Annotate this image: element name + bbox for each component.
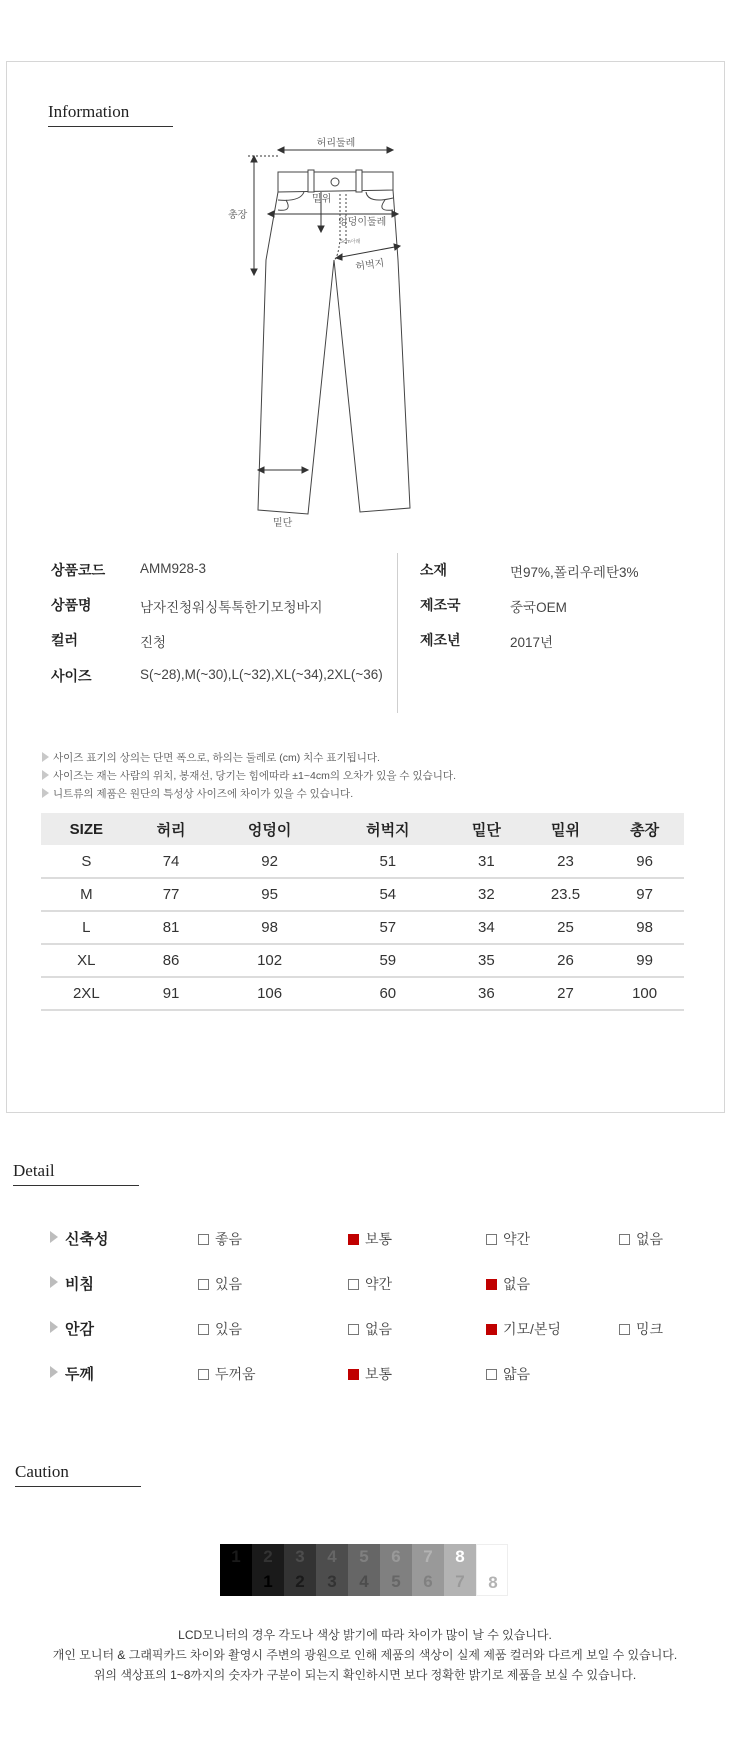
- size-note-text: 니트류의 제품은 원단의 특성상 사이즈에 차이가 있을 수 있습니다.: [53, 788, 354, 800]
- spec-label: 상품명: [51, 597, 92, 613]
- spec-value: 2017년: [510, 635, 554, 650]
- caution-title: Caution: [15, 1462, 69, 1481]
- detail-row: [0, 1271, 730, 1295]
- spec-label: 사이즈: [51, 668, 92, 684]
- size-table: [41, 813, 684, 1011]
- table-cell: 106: [210, 977, 328, 1010]
- detail-option-label: 없음: [636, 1231, 664, 1247]
- table-cell: 54: [329, 878, 447, 911]
- swatch-number-top: 4: [327, 1547, 337, 1566]
- caution-line: 개인 모니터 & 그래픽카드 차이와 촬영시 주변의 광원으로 인해 제품의 색상이 실제 제품 컬러와 다르게 보일 수 있습니다.: [52, 1648, 678, 1662]
- table-row: [41, 911, 684, 944]
- size-note-text: 사이즈는 재는 사람의 위치, 봉재선, 당기는 힘에따라 ±1~4cm의 오차가 있을 수 있습니다.: [53, 770, 456, 782]
- information-title-underline: [48, 126, 173, 127]
- table-cell: 23: [526, 845, 605, 878]
- label-hem: 밑단: [273, 518, 293, 529]
- table-cell: 91: [132, 977, 211, 1010]
- checked-box-icon[interactable]: [486, 1324, 497, 1335]
- detail-label: 안감: [65, 1321, 94, 1338]
- table-cell: 26: [526, 944, 605, 977]
- caution-title-underline: [15, 1486, 141, 1487]
- table-cell: 86: [132, 944, 211, 977]
- table-cell: 34: [447, 911, 526, 944]
- bullet-triangle-icon: [42, 788, 49, 798]
- table-cell: 102: [210, 944, 328, 977]
- table-row: [41, 845, 684, 878]
- label-thigh-note: 5cm아래: [340, 239, 361, 245]
- detail-option[interactable]: [198, 1319, 242, 1339]
- spec-label: 소재: [420, 562, 448, 578]
- table-cell: 31: [447, 845, 526, 878]
- detail-option[interactable]: [198, 1229, 242, 1249]
- swatch-number-bottom: 6: [423, 1572, 433, 1591]
- table-cell: 95: [210, 878, 328, 911]
- color-swatch: [252, 1544, 284, 1596]
- swatch-number-top: 5: [359, 1547, 369, 1566]
- swatch-number-top: 2: [263, 1547, 273, 1566]
- table-cell: 98: [210, 911, 328, 944]
- table-cell: 36: [447, 977, 526, 1010]
- swatch-number-top: 3: [295, 1547, 305, 1566]
- swatch-number-bottom: 3: [327, 1572, 337, 1591]
- detail-option-label: 있음: [215, 1276, 243, 1292]
- label-thigh: 허벅지: [354, 258, 386, 273]
- checkbox-icon[interactable]: [486, 1234, 497, 1245]
- detail-option[interactable]: [348, 1319, 392, 1339]
- color-swatch: [444, 1544, 476, 1596]
- spec-label: 컬러: [51, 632, 79, 648]
- size-note-text: 사이즈 표기의 상의는 단면 폭으로, 하의는 둘레로 (cm) 치수 표기됩니다.: [53, 752, 380, 764]
- swatch-number-bottom: 8: [488, 1573, 498, 1592]
- checkbox-icon[interactable]: [486, 1369, 497, 1380]
- color-swatch: [348, 1544, 380, 1596]
- checkbox-icon[interactable]: [619, 1234, 630, 1245]
- color-swatch: [412, 1544, 444, 1596]
- detail-option[interactable]: [348, 1364, 392, 1384]
- table-cell: 74: [132, 845, 211, 878]
- table-cell: 35: [447, 944, 526, 977]
- spec-value: S(~28),M(~30),L(~32),XL(~34),2XL(~36): [140, 667, 383, 682]
- table-cell: 98: [605, 911, 684, 944]
- size-table-header: [41, 813, 684, 845]
- detail-option[interactable]: [486, 1274, 530, 1294]
- spec-value: 중국OEM: [510, 600, 567, 615]
- swatch-number-bottom: 5: [391, 1572, 401, 1591]
- checkbox-icon[interactable]: [348, 1324, 359, 1335]
- table-cell: 57: [329, 911, 447, 944]
- swatch-number-top: 7: [423, 1547, 433, 1566]
- table-cell: 27: [526, 977, 605, 1010]
- detail-row: [0, 1316, 730, 1340]
- table-cell: S: [41, 845, 132, 878]
- swatch-number-bottom: 4: [359, 1572, 369, 1591]
- detail-option-label: 두꺼움: [215, 1366, 256, 1382]
- header-cell: 허리: [132, 813, 211, 845]
- detail-option[interactable]: [348, 1229, 392, 1249]
- header-cell: 밑위: [526, 813, 605, 845]
- detail-option-label: 얇음: [503, 1366, 531, 1382]
- table-row: [41, 977, 684, 1010]
- detail-option-label: 약간: [365, 1276, 393, 1292]
- header-cell: 엉덩이: [210, 813, 328, 845]
- bullet-triangle-icon: [42, 752, 49, 762]
- arrow-right-icon: [50, 1276, 58, 1288]
- pants-measurement-diagram: [228, 138, 468, 540]
- checkbox-icon[interactable]: [198, 1324, 209, 1335]
- table-cell: 32: [447, 878, 526, 911]
- detail-option-label: 기모/본딩: [503, 1321, 561, 1337]
- color-swatch: [220, 1544, 252, 1596]
- table-cell: 25: [526, 911, 605, 944]
- swatch-number-top: 6: [391, 1547, 401, 1566]
- checkbox-icon[interactable]: [619, 1324, 630, 1335]
- spec-value: AMM928-3: [140, 561, 207, 576]
- table-cell: XL: [41, 944, 132, 977]
- spec-value: 남자진청워싱톡톡한기모청바지: [140, 600, 323, 615]
- size-note: [42, 768, 456, 783]
- spec-divider: [397, 553, 398, 713]
- detail-option[interactable]: [619, 1229, 663, 1249]
- detail-title-underline: [13, 1185, 139, 1186]
- color-swatch: [316, 1544, 348, 1596]
- table-cell: M: [41, 878, 132, 911]
- table-cell: 51: [329, 845, 447, 878]
- detail-option-label: 있음: [215, 1321, 243, 1337]
- checkbox-icon[interactable]: [198, 1234, 209, 1245]
- table-cell: 59: [329, 944, 447, 977]
- label-length: 총장: [228, 210, 248, 221]
- detail-option[interactable]: [348, 1274, 392, 1294]
- checkbox-icon[interactable]: [348, 1279, 359, 1290]
- label-waist: 허리둘레: [316, 138, 356, 149]
- table-cell: 92: [210, 845, 328, 878]
- color-swatch: [284, 1544, 316, 1596]
- detail-row: [0, 1361, 730, 1385]
- detail-option-label: 없음: [503, 1276, 531, 1292]
- table-cell: 99: [605, 944, 684, 977]
- spec-value: 진청: [140, 635, 167, 650]
- spec-label: 제조년: [420, 632, 461, 648]
- caution-line: 위의 색상표의 1~8까지의 숫자가 구분이 되는지 확인하시면 보다 정확한 밝기로 제품을 보실 수 있습니다.: [93, 1668, 637, 1682]
- header-cell: 밑단: [447, 813, 526, 845]
- arrow-right-icon: [50, 1321, 58, 1333]
- table-cell: 77: [132, 878, 211, 911]
- detail-option[interactable]: [486, 1364, 530, 1384]
- detail-option-label: 없음: [365, 1321, 393, 1337]
- spec-value: 면97%,폴리우레탄3%: [510, 565, 639, 580]
- checked-box-icon[interactable]: [486, 1279, 497, 1290]
- detail-row: [0, 1226, 730, 1250]
- spec-label: 제조국: [420, 597, 461, 613]
- detail-option[interactable]: [619, 1319, 663, 1339]
- swatch-number-bottom: 1: [263, 1572, 273, 1591]
- detail-option[interactable]: [198, 1364, 256, 1384]
- table-cell: 96: [605, 845, 684, 878]
- header-cell: 총장: [605, 813, 684, 845]
- table-cell: 23.5: [526, 878, 605, 911]
- checkbox-icon[interactable]: [198, 1279, 209, 1290]
- checkbox-icon[interactable]: [198, 1369, 209, 1380]
- table-cell: 60: [329, 977, 447, 1010]
- arrow-right-icon: [50, 1366, 58, 1378]
- detail-title: Detail: [13, 1161, 55, 1180]
- header-cell: SIZE: [41, 813, 132, 845]
- detail-option-label: 약간: [503, 1231, 531, 1247]
- detail-option-label: 밍크: [636, 1321, 664, 1337]
- color-swatch: [476, 1544, 508, 1596]
- size-note: [42, 786, 353, 801]
- label-rise: 밑위: [312, 194, 332, 205]
- detail-option[interactable]: [486, 1229, 530, 1249]
- brightness-color-chart: [220, 1544, 508, 1596]
- table-row: [41, 878, 684, 911]
- detail-option-label: 보통: [365, 1366, 393, 1382]
- table-cell: 97: [605, 878, 684, 911]
- swatch-number-bottom: 7: [455, 1572, 465, 1591]
- table-row: [41, 944, 684, 977]
- detail-label: 신축성: [65, 1231, 109, 1248]
- size-note: [42, 750, 380, 765]
- table-cell: 81: [132, 911, 211, 944]
- color-swatch: [380, 1544, 412, 1596]
- detail-option-label: 좋음: [215, 1231, 243, 1247]
- swatch-number-top: 8: [455, 1547, 465, 1566]
- header-cell: 허벅지: [329, 813, 447, 845]
- swatch-number-top: 1: [231, 1547, 241, 1566]
- label-hip: 엉덩이둘레: [338, 217, 387, 228]
- spec-label: 상품코드: [51, 562, 106, 578]
- checked-box-icon[interactable]: [348, 1234, 359, 1245]
- table-cell: L: [41, 911, 132, 944]
- detail-option-label: 보통: [365, 1231, 393, 1247]
- detail-label: 비침: [65, 1276, 94, 1293]
- detail-option[interactable]: [198, 1274, 242, 1294]
- checked-box-icon[interactable]: [348, 1369, 359, 1380]
- caution-line: LCD모니터의 경우 각도나 색상 밝기에 따라 차이가 많이 날 수 있습니다.: [178, 1628, 552, 1642]
- swatch-number-bottom: 2: [295, 1572, 305, 1591]
- detail-option[interactable]: [486, 1319, 561, 1339]
- table-cell: 100: [605, 977, 684, 1010]
- bullet-triangle-icon: [42, 770, 49, 780]
- detail-label: 두께: [65, 1366, 94, 1383]
- information-title: Information: [48, 102, 130, 121]
- table-cell: 2XL: [41, 977, 132, 1010]
- arrow-right-icon: [50, 1231, 58, 1243]
